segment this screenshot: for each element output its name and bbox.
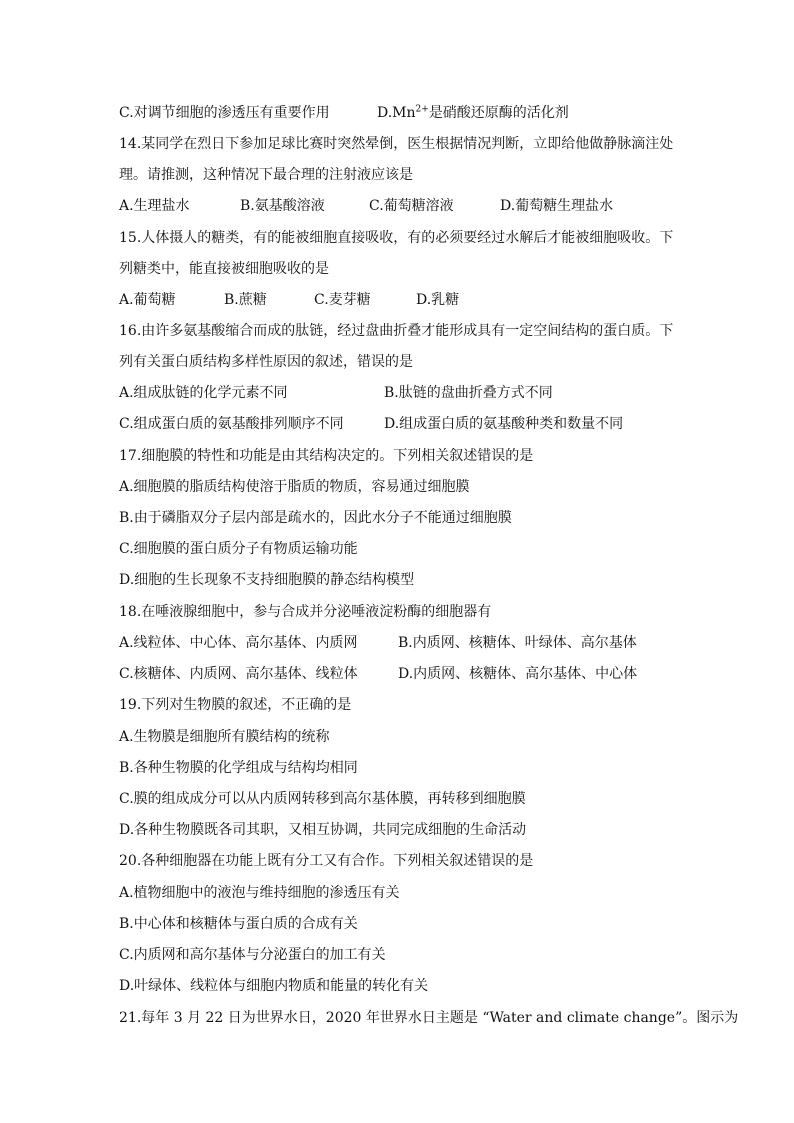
q15-option-b: B.蔗糖 [224,292,267,308]
q16-option-c: C.组成蛋白质的氨基酸排列顺序不同 [119,416,344,432]
q13-option-c: C.对调节细胞的渗透压有重要作用 [119,105,330,121]
q15-option-c: C.麦芽糖 [314,292,371,308]
q16-stem-line1: 16.由许多氨基酸缩合而成的肽链，经过盘曲折叠才能形成具有一定空间结构的蛋白质。下 [119,323,674,339]
q13-option-d-sup: 2+ [415,104,429,115]
q20-option-b: B.中心体和核糖体与蛋白质的合成有关 [119,916,358,932]
q13-option-d-post: 是硝酸还原酶的活化剂 [428,105,569,121]
q20-stem: 20.各种细胞器在功能上既有分工又有合作。下列相关叙述错误的是 [119,853,534,869]
q16-stem-line2: 列有关蛋白质结构多样性原因的叙述，错误的是 [119,354,413,370]
q18-option-c: C.核糖体、内质网、高尔基体、线粒体 [119,666,358,682]
q18-option-b: B.内质网、核糖体、叶绿体、高尔基体 [398,635,637,651]
q19-stem: 19.下列对生物膜的叙述，不正确的是 [119,697,352,713]
q21-stem-line1: 21.每年 3 月 22 日为世界水日，2020 年世界水日主题是 “Water and climate change”。图示为 [119,1010,739,1026]
q19-option-a: A.生物膜是细胞所有膜结构的统称 [119,729,330,745]
q17-option-d: D.细胞的生长现象不支持细胞膜的静态结构模型 [119,572,415,588]
q17-option-a: A.细胞膜的脂质结构使溶于脂质的物质，容易通过细胞膜 [119,479,470,495]
q14-stem-line1: 14.某同学在烈日下参加足球比赛时突然晕倒，医生根据情况判断，立即给他做静脉滴注处 [119,136,674,152]
q16-option-b: B.肽链的盘曲折叠方式不同 [384,385,553,401]
q19-option-c: C.膜的组成成分可以从内质网转移到高尔基体膜，再转移到细胞膜 [119,791,526,807]
q14-stem-line2: 理。请推测，这种情况下最合理的注射液应该是 [119,167,413,183]
q16-option-a: A.组成肽链的化学元素不同 [119,385,288,401]
q13-option-d-pre: D.Mn [377,105,416,121]
q14-option-a: A.生理盐水 [119,198,190,214]
q20-option-d: D.叶绿体、线粒体与细胞内物质和能量的转化有关 [119,978,429,994]
q20-option-c: C.内质网和高尔基体与分泌蛋白的加工有关 [119,947,386,963]
q14-option-c: C.葡萄糖溶液 [369,198,454,214]
q15-option-d: D.乳糖 [416,292,460,308]
q14-option-b: B.氨基酸溶液 [240,198,325,214]
q19-option-b: B.各种生物膜的化学组成与结构均相同 [119,760,358,776]
q15-option-a: A.葡萄糖 [119,292,176,308]
q18-option-a: A.线粒体、中心体、高尔基体、内质网 [119,635,358,651]
q13-option-d [377,103,569,123]
q20-option-a: A.植物细胞中的液泡与维持细胞的渗透压有关 [119,885,400,901]
q16-option-d: D.组成蛋白质的氨基酸种类和数量不同 [384,416,624,432]
q19-option-d: D.各种生物膜既各司其职，又相互协调，共同完成细胞的生命活动 [119,822,527,838]
q17-option-b: B.由于磷脂双分子层内部是疏水的，因此水分子不能通过细胞膜 [119,510,512,526]
q18-option-d: D.内质网、核糖体、高尔基体、中心体 [398,666,638,682]
q18-stem: 18.在唾液腺细胞中，参与合成并分泌唾液淀粉酶的细胞器有 [119,604,492,620]
q14-option-d: D.葡萄糖生理盐水 [500,198,614,214]
q15-stem-line2: 列糖类中，能直接被细胞吸收的是 [119,261,329,277]
q17-option-c: C.细胞膜的蛋白质分子有物质运输功能 [119,541,358,557]
q17-stem: 17.细胞膜的特性和功能是由其结构决定的。下列相关叙述错误的是 [119,448,534,464]
q15-stem-line1: 15.人体摄人的糖类，有的能被细胞直接吸收，有的必须要经过水解后才能被细胞吸收。下 [119,230,674,246]
